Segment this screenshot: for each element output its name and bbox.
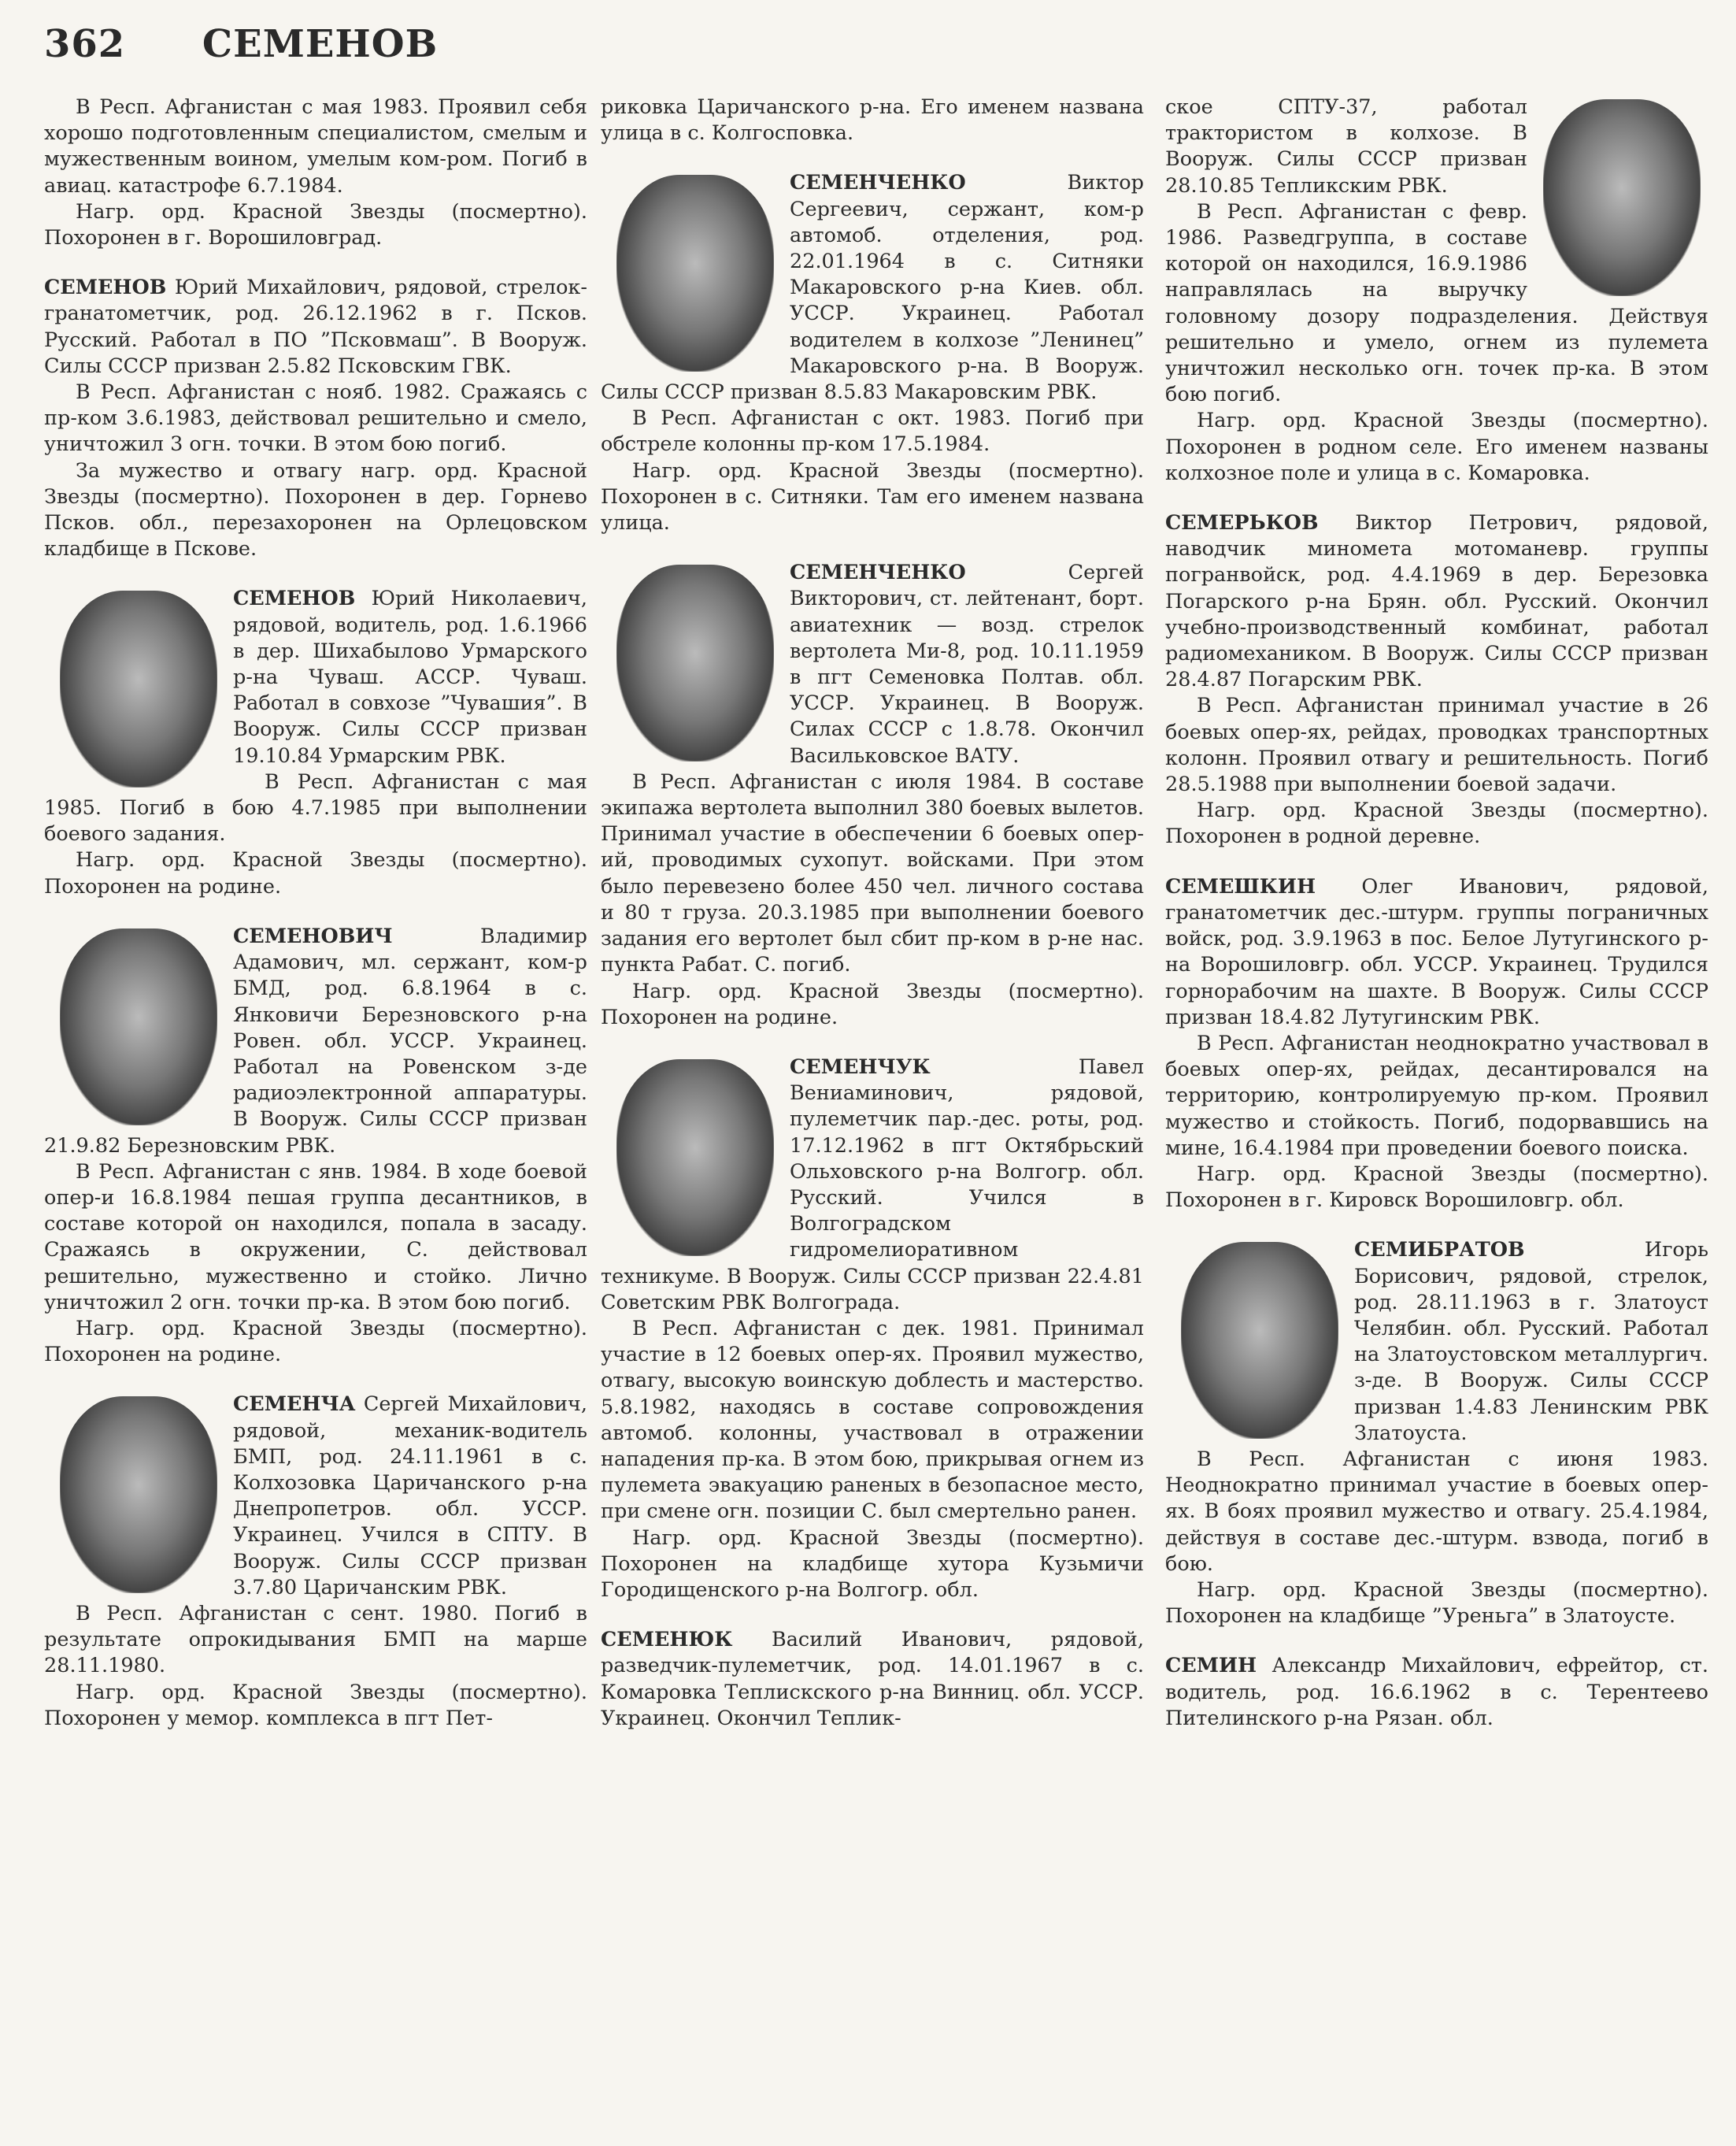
paragraph-text: Игорь Борисович, рядовой, стрелок, род. 28.11.1963 в г. Златоуст Челябин. обл. Русский. Работал на Златоустовском металлургич. з-де. В Вооруж. Силы СССР призван 1.4.83 Ленинским РВК Златоуста. xyxy=(1354,1238,1708,1445)
biography-entry xyxy=(44,924,587,1368)
entry-paragraph xyxy=(44,95,587,199)
entry-surname: СЕМИН xyxy=(1165,1654,1257,1678)
paragraph-text: За мужество и отвагу нагр. орд. Красной Звезды (посмертно). Похоронен в дер. Горнево Псков. обл., перезахоронен на Орлецовском кладбище в Пскове. xyxy=(44,458,587,562)
paragraph-text: Юрий Николаевич, рядовой, водитель, род. 1.6.1966 в дер. Шихабылово Урмарского р-на Чуваш. АССР. Чуваш. Работал в совхозе ”Чувашия”. В Вооруж. Силы СССР призван 19.10.84 Урмарским РВК. xyxy=(233,587,587,768)
paragraph-text: риковка Царичанского р-на. Его именем названа улица в с. Колгосповка. xyxy=(601,95,1144,146)
entry-paragraph xyxy=(1165,1237,1708,1447)
paragraph-text: В Респ. Афганистан с янв. 1984. В ходе боевой опер-и 16.8.1984 пешая группа десантников, в составе которой он находился, попала в засаду. Сражаясь в окружении, С. действовал решительно, мужественно и стойко. Лично уничтожил 2 огн. точки пр-ка. В этом бою погиб. xyxy=(44,1159,587,1314)
entry-paragraph xyxy=(1165,1577,1708,1629)
entry-surname: СЕМЕШКИН xyxy=(1165,874,1316,899)
portrait-photo xyxy=(1181,1242,1338,1439)
paragraph-text: В Респ. Афганистан с июня 1983. Неоднократно принимал участие в боевых опер-ях. В боях проявил мужество и отвагу. 25.4.1984, действуя в составе дес.-штурм. взвода, погиб в бою. xyxy=(1165,1447,1708,1576)
entry-paragraph xyxy=(44,1392,587,1601)
entry-paragraph xyxy=(601,979,1144,1031)
entry-paragraph xyxy=(44,586,587,769)
entry-surname: СЕМЕНЧА xyxy=(233,1392,356,1417)
biography-entry xyxy=(1165,1237,1708,1629)
entry-paragraph xyxy=(601,1054,1144,1316)
paragraph-text: Павел Вениаминович, рядовой, пулеметчик пар.-дес. роты, род. 17.12.1962 в пгт Октябрьский Ольховского р-на Волгогр. обл. Русский. Учился в Волгоградском гидромелиоративном техникуме. В Вооруж. Силы СССР призван 22.4.81 Советским РВК Волгограда. xyxy=(601,1054,1144,1314)
entry-paragraph xyxy=(601,406,1144,458)
entry-surname: СЕМЕНЧЕНКО xyxy=(790,171,966,195)
biography-entry xyxy=(44,95,587,251)
entry-paragraph xyxy=(44,1316,587,1368)
paragraph-text: Юрий Михайлович, рядовой, стрелок-гранатометчик, род. 26.12.1962 в г. Псков. Русский. Работал в ПО ”Псковмаш”. В Вооруж. Силы СССР призван 2.5.82 Псковским ГВК. xyxy=(44,276,587,378)
entry-paragraph xyxy=(44,275,587,380)
paragraph-text: Василий Иванович, рядовой, разведчик-пулеметчик, род. 14.01.1967 в с. Комаровка Теплискского р-на Винниц. обл. УССР. Украинец. Окончил Теплик- xyxy=(601,1628,1145,1730)
paragraph-text: В Респ. Афганистан неоднократно участвовал в боевых опер-ях, рейдах, десантировался на территорию, контролируемую пр-ком. Проявил мужество и стойкость. Погиб, подорвавшись на мине, 16.4.1984 при проведении боевого поиска. xyxy=(1165,1031,1708,1160)
portrait-photo xyxy=(616,175,774,372)
running-title: СЕМЕНОВ xyxy=(202,22,439,66)
entry-paragraph xyxy=(44,380,587,458)
biography-entry xyxy=(601,560,1144,1031)
entry-paragraph xyxy=(1165,1653,1708,1732)
column-1 xyxy=(44,95,587,1755)
entry-surname: СЕМЕНЧУК xyxy=(790,1054,931,1079)
paragraph-text: Нагр. орд. Красной Звезды (посмертно). Похоронен в родном селе. Его именем названы колхозное поле и улица в с. Комаровка. xyxy=(1165,409,1708,485)
paragraph-text: Нагр. орд. Красной Звезды (посмертно). Похоронен в г. Ворошиловград. xyxy=(44,199,587,250)
portrait-photo xyxy=(616,1059,774,1256)
biography-entry xyxy=(601,170,1144,536)
paragraph-text: В Респ. Афганистан с окт. 1983. Погиб при обстреле колонны пр-ком 17.5.1984. xyxy=(601,406,1144,457)
entry-paragraph xyxy=(601,1316,1144,1525)
entry-paragraph xyxy=(1165,1162,1708,1214)
entry-paragraph xyxy=(601,769,1144,979)
paragraph-text: В Респ. Афганистан с нояб. 1982. Сражаясь с пр-ком 3.6.1983, действовал решительно и смело, уничтожил 3 огн. точки. В этом бою погиб. xyxy=(44,380,587,457)
portrait-photo xyxy=(616,565,774,762)
paragraph-text: Олег Иванович, рядовой, гранатометчик дес.-штурм. группы пограничных войск, род. 3.9.1963 в пос. Белое Лутугинского р-на Ворошиловгр. обл. УССР. Украинец. Трудился горнорабочим на шахте. В Вооруж. Силы СССР призван 18.4.82 Лутугинским РВК. xyxy=(1165,874,1708,1029)
biography-entry xyxy=(44,275,587,562)
paragraph-text: В Респ. Афганистан принимал участие в 26 боевых опер-ях, рейдах, проводках транспортных колонн. Проявил отвагу и решительность. Погиб 28.5.1988 при выполнении боевой задачи. xyxy=(1165,694,1708,797)
portrait-photo xyxy=(60,1396,217,1593)
biography-entry xyxy=(601,95,1144,146)
paragraph-text: Виктор Сергеевич, сержант, ком-р автомоб. отделения, род. 22.01.1964 в с. Ситняки Макаровского р-на Киев. обл. УССР. Украинец. Работал водителем в колхозе ”Ленинец” Макаровского р-на. В Вооруж. Силы СССР призван 8.5.83 Макаровским РВК. xyxy=(601,171,1144,405)
paragraph-text: Нагр. орд. Красной Звезды (посмертно). Похоронен на родине. xyxy=(601,979,1144,1029)
entry-paragraph xyxy=(1165,1447,1708,1577)
entry-paragraph xyxy=(1165,798,1708,850)
entry-paragraph xyxy=(44,1680,587,1732)
portrait-photo xyxy=(60,928,217,1125)
entry-surname: СЕМЕНОВ xyxy=(44,276,167,300)
biography-entry xyxy=(601,1054,1144,1603)
entry-paragraph xyxy=(601,1627,1144,1732)
paragraph-text: ское СПТУ-37, работал трактористом в колхозе. В Вооруж. Силы СССР призван 28.10.85 Тепликским РВК. xyxy=(1165,95,1527,198)
entry-paragraph xyxy=(44,847,587,899)
entry-surname: СЕМИБРАТОВ xyxy=(1354,1238,1525,1262)
paragraph-text: Нагр. орд. Красной Звезды (посмертно). Похоронен в родной деревне. xyxy=(1165,799,1708,849)
entry-paragraph xyxy=(1165,510,1708,693)
entry-surname: СЕМЕНОВИЧ xyxy=(233,924,393,948)
paragraph-text: Нагр. орд. Красной Звезды (посмертно). Похоронен в с. Ситняки. Там его именем названа улица. xyxy=(601,458,1144,536)
entry-paragraph xyxy=(1165,1031,1708,1162)
entry-paragraph xyxy=(44,924,587,1159)
page-header xyxy=(44,22,438,66)
entry-paragraph xyxy=(1165,693,1708,798)
biography-entry xyxy=(1165,510,1708,851)
entry-paragraph xyxy=(44,1159,587,1316)
biography-entry xyxy=(1165,95,1708,487)
page-number: 362 xyxy=(44,22,126,66)
entry-surname: СЕМЕРЬКОВ xyxy=(1165,511,1319,536)
paragraph-text: Нагр. орд. Красной Звезды (посмертно). Похоронен в г. Кировск Ворошиловгр. обл. xyxy=(1165,1162,1708,1213)
entry-paragraph xyxy=(44,458,587,563)
entry-paragraph xyxy=(601,560,1144,769)
paragraph-text: Нагр. орд. Красной Звезды (посмертно). Похоронен на родине. xyxy=(44,1316,587,1367)
paragraph-text: В Респ. Афганистан с февр. 1986. Разведгруппа, в составе которой он находился, 16.9.1986 направлялась на выручку головному дозору подразделения. Действуя решительно и умело, огнем из пулемета уничтожил несколько огн. точек пр-ка. В этом бою погиб. xyxy=(1165,199,1708,407)
entry-paragraph xyxy=(1165,408,1708,487)
biography-entry xyxy=(1165,1653,1708,1732)
paragraph-text: Нагр. орд. Красной Звезды (посмертно). Похоронен у мемор. комплекса в пгт Пет- xyxy=(44,1680,587,1730)
portrait-photo xyxy=(1543,99,1701,296)
paragraph-text: Нагр. орд. Красной Звезды (посмертно). Похоронен на родине. xyxy=(44,848,587,899)
biography-entry xyxy=(1165,874,1708,1214)
entry-paragraph xyxy=(601,170,1144,406)
paragraph-text: В Респ. Афганистан с мая 1985. Погиб в бою 4.7.1985 при выполнении боевого задания. xyxy=(44,769,587,847)
entry-paragraph xyxy=(44,199,587,251)
entry-surname: СЕМЕНЮК xyxy=(601,1628,733,1652)
biography-entry xyxy=(44,1392,587,1732)
entry-paragraph xyxy=(601,1525,1144,1604)
biography-entry xyxy=(44,586,587,899)
paragraph-text: Сергей Викторович, ст. лейтенант, борт. авиатехник — возд. стрелок вертолета Ми-8, род. 10.11.1959 в пгт Семеновка Полтав. обл. УССР. Украинец. В Вооруж. Силах СССР с 1.8.78. Окончил Васильковское ВАТУ. xyxy=(790,561,1144,768)
biography-entry xyxy=(601,1627,1144,1732)
paragraph-text: В Респ. Афганистан с июля 1984. В составе экипажа вертолета выполнил 380 боевых вылетов. Принимал участие в обеспечении 6 боевых опер-ий, проводимых сухопут. войсками. При этом было перевезено более 450 чел. личного состава и 80 т груза. 20.3.1985 при выполнении боевого задания его вертолет был сбит пр-ком в р-не нас. пункта Рабат. С. погиб. xyxy=(601,769,1144,977)
paragraph-text: В Респ. Афганистан с мая 1983. Проявил себя хорошо подготовленным специалистом, смелым и мужественным воином, умелым ком-ром. Погиб в авиац. катастрофе 6.7.1984. xyxy=(44,95,587,198)
paragraph-text: В Респ. Афганистан с сент. 1980. Погиб в результате опрокидывания БМП на марше 28.11.1980. xyxy=(44,1601,587,1678)
entry-paragraph xyxy=(1165,874,1708,1031)
entry-paragraph xyxy=(1165,95,1708,199)
entry-paragraph xyxy=(601,458,1144,537)
paragraph-text: Сергей Михайлович, рядовой, механик-водитель БМП, род. 24.11.1961 в с. Колхозовка Царичанского р-на Днепропетров. обл. УССР. Украинец. Учился в СПТУ. В Вооруж. Силы СССР призван 3.7.80 Царичанским РВК. xyxy=(233,1392,587,1599)
paragraph-text: Александр Михайлович, ефрейтор, ст. водитель, род. 16.6.1962 в с. Терентеево Пителинского р-на Рязан. обл. xyxy=(1165,1654,1708,1730)
paragraph-text: Владимир Адамович, мл. сержант, ком-р БМД, род. 6.8.1964 в с. Янковичи Березновского р-на Ровен. обл. УССР. Украинец. Работал на Ровенском з-де радиоэлектронной аппаратуры. В Вооруж. Силы СССР призван 21.9.82 Березновским РВК. xyxy=(44,924,587,1158)
paragraph-text: В Респ. Афганистан с дек. 1981. Принимал участие в 12 боевых опер-ях. Проявил мужество, отвагу, высокую воинскую доблесть и мастерство. 5.8.1982, находясь в составе сопровождения автомоб. колонны, участвовал в отражении нападения пр-ка. В этом бою, прикрывая огнем из пулемета эвакуацию раненых в безопасное место, при смене огн. позиции С. был смертельно ранен. xyxy=(601,1316,1144,1524)
entry-paragraph xyxy=(44,1601,587,1680)
entry-paragraph xyxy=(601,95,1144,146)
entry-surname: СЕМЕНЧЕНКО xyxy=(790,561,966,585)
paragraph-text: Нагр. орд. Красной Звезды (посмертно). Похоронен на кладбище хутора Кузьмичи Городищенского р-на Волгогр. обл. xyxy=(601,1525,1144,1602)
portrait-photo xyxy=(60,591,217,788)
column-2 xyxy=(601,95,1144,1755)
entry-surname: СЕМЕНОВ xyxy=(233,587,356,611)
paragraph-text: Нагр. орд. Красной Звезды (посмертно). Похоронен на кладбище ”Уреньга” в Златоусте. xyxy=(1165,1577,1708,1629)
paragraph-text: Виктор Петрович, рядовой, наводчик миномета мотоманевр. группы погранвойск, род. 4.4.1969 в дер. Березовка Погарского р-на Брян. обл. Русский. Окончил учебно-производственный комбинат, работал радиомехаником. В Вооруж. Силы СССР призван 28.4.87 Погарским РВК. xyxy=(1165,511,1709,692)
column-3 xyxy=(1165,95,1708,1755)
